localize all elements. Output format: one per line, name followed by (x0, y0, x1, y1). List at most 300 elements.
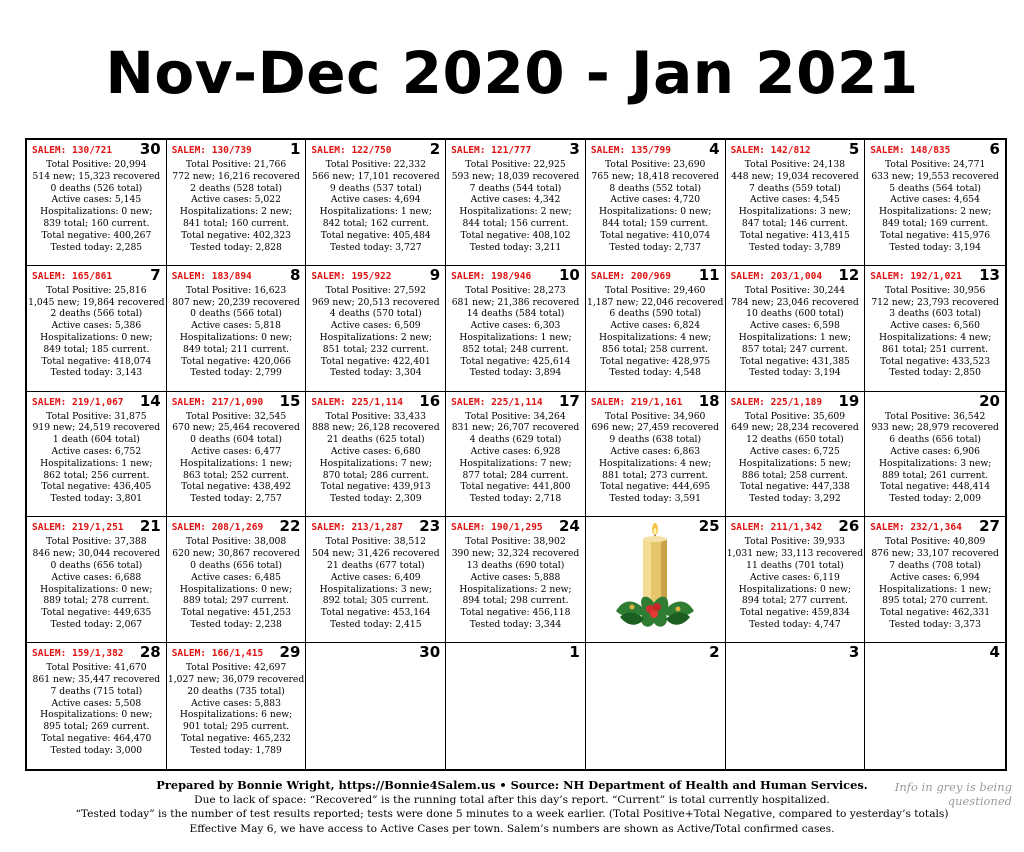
stat-line: 851 total; 232 current. (322, 343, 429, 355)
stat-line: Tested today: 3,789 (749, 241, 841, 253)
stat-line: Active cases: 4,342 (470, 194, 561, 206)
stat-line: 861 new; 35,447 recovered (32, 673, 161, 685)
stat-line: Tested today: 2,067 (50, 618, 143, 630)
salem-cases: SALEM: 225/1,114 (311, 396, 403, 408)
day-number: 3 (848, 643, 860, 662)
stat-line: Active cases: 6,906 (890, 445, 981, 457)
stat-line: 9 deaths (537 total) (329, 182, 422, 194)
stat-line: Tested today: 2,285 (50, 241, 143, 253)
stat-line: 4 deaths (629 total) (469, 434, 562, 446)
stat-line: Total negative: 405,484 (320, 229, 431, 241)
stat-line: Tested today: 2,415 (329, 618, 422, 630)
stat-line: Total Positive: 31,875 (46, 410, 147, 422)
stat-line: 881 total; 273 current. (602, 469, 709, 481)
day-cell (446, 392, 586, 518)
day-cell (586, 140, 726, 266)
stat-line: 11 deaths (701 total) (746, 559, 844, 571)
stat-line: Total Positive: 34,264 (465, 410, 566, 422)
stat-line: Total negative: 431,385 (739, 355, 850, 367)
stat-line: Total Positive: 29,460 (605, 284, 706, 296)
day-number: 17 (558, 391, 580, 410)
day-cell (865, 266, 1005, 392)
stat-line: Tested today: 3,591 (609, 493, 701, 505)
stat-line: Total Positive: 39,933 (744, 536, 846, 548)
stat-line: Total negative: 464,470 (41, 732, 152, 744)
day-number: 13 (979, 265, 1000, 284)
stat-line: 876 new; 33,107 recovered (871, 548, 999, 560)
stat-line: Hospitalizations: 7 new; (459, 457, 572, 469)
stat-line: 4 deaths (570 total) (329, 308, 422, 320)
day-cell (726, 392, 866, 518)
stat-line: Total negative: 410,074 (600, 229, 711, 241)
stat-line: Active cases: 5,883 (191, 697, 281, 709)
day-number: 29 (279, 643, 301, 662)
state-stats (27, 159, 166, 253)
state-stats (27, 285, 166, 379)
day-number: 30 (139, 140, 161, 158)
day-cell (27, 140, 167, 266)
state-stats (167, 159, 306, 253)
stat-line: 696 new; 27,459 recovered (591, 422, 719, 434)
day-cell (446, 517, 586, 643)
salem-cases: SALEM: 219/1,251 (32, 522, 124, 534)
salem-cases: SALEM: 148/835 (870, 145, 951, 156)
stat-line: Hospitalizations: 4 new; (878, 331, 992, 343)
stat-line: Active cases: 5,386 (51, 320, 142, 332)
stat-line: 861 total; 251 current. (882, 343, 989, 355)
stat-line: Active cases: 6,994 (890, 571, 981, 583)
stat-line: 3 deaths (603 total) (889, 308, 982, 320)
stat-line: Tested today: 3,344 (469, 618, 562, 630)
stat-line: Total Positive: 40,809 (884, 536, 986, 548)
salem-cases: SALEM: 225/1,189 (730, 396, 823, 408)
stat-line: 1,027 new; 36,079 recovered (167, 673, 305, 685)
stat-line: Total Positive: 33,433 (325, 410, 426, 422)
stat-line: Total negative: 462,331 (880, 607, 991, 619)
day-cell (865, 517, 1005, 643)
stat-line: 6 deaths (656 total) (889, 434, 982, 446)
day-cell (27, 392, 167, 518)
stat-line: 892 total; 305 current. (322, 595, 429, 607)
stat-line: Hospitalizations: 1 new; (40, 457, 153, 469)
stat-line: Active cases: 6,477 (191, 445, 281, 457)
stat-line: Total Positive: 37,388 (46, 536, 147, 548)
salem-cases: SALEM: 183/894 (171, 270, 252, 282)
day-cell (726, 266, 866, 392)
stat-line: Total negative: 425,614 (460, 355, 571, 367)
state-stats (306, 159, 445, 253)
salem-cases: SALEM: 165/861 (32, 270, 113, 282)
state-stats (726, 536, 865, 630)
stat-line: 889 total; 261 current. (882, 469, 989, 481)
day-number: 28 (139, 643, 161, 662)
footer-note-tested: “Tested today” is the number of test results reported; tests were done 5 minutes to a week earlier. (Total Positive+Total Negative, compared to yesterday’s totals) (75, 808, 949, 820)
stat-line: Total Positive: 24,771 (884, 159, 986, 170)
stat-line: Tested today: 3,894 (469, 367, 562, 379)
salem-cases: SALEM: 142/812 (730, 145, 811, 156)
stat-line: 849 total; 185 current. (43, 343, 150, 355)
state-stats (446, 411, 585, 505)
salem-cases: SALEM: 211/1,342 (730, 522, 823, 534)
salem-cases: SALEM: 219/1,161 (590, 396, 683, 408)
stat-line: 0 deaths (604 total) (190, 434, 282, 446)
state-stats (27, 411, 166, 505)
stat-line: Tested today: 3,292 (749, 493, 841, 505)
day-number: 2 (709, 643, 720, 662)
day-number: 6 (989, 140, 1000, 158)
day-cell (865, 643, 1005, 769)
stat-line: Active cases: 5,888 (470, 571, 561, 583)
stat-line: Tested today: 3,211 (469, 241, 562, 253)
stat-line: Active cases: 6,680 (330, 445, 421, 457)
stat-line: 844 total; 156 current. (462, 217, 569, 229)
stat-line: Active cases: 6,863 (610, 445, 701, 457)
stat-line: Tested today: 3,304 (329, 367, 422, 379)
stat-line: Total negative: 400,267 (41, 229, 152, 241)
salem-cases: SALEM: 192/1,021 (870, 270, 962, 282)
stat-line: Tested today: 3,000 (50, 744, 143, 756)
stat-line: 841 total; 160 current. (183, 217, 290, 229)
stat-line: 633 new; 19,553 recovered (871, 170, 999, 182)
salem-cases: SALEM: 159/1,382 (32, 648, 124, 660)
stat-line: 681 new; 21,386 recovered (451, 296, 580, 308)
stat-line: Hospitalizations: 3 new; (319, 583, 432, 595)
stat-line: Tested today: 2,850 (889, 367, 981, 379)
salem-cases: SALEM: 217/1,090 (171, 396, 264, 408)
stat-line: Total Positive: 24,138 (744, 159, 846, 170)
stat-line: Total Positive: 22,925 (465, 159, 566, 170)
stat-line: Active cases: 4,694 (330, 194, 421, 206)
stat-line: Tested today: 4,548 (609, 367, 701, 379)
stat-line: 849 total; 211 current. (183, 343, 290, 355)
day-number: 18 (698, 391, 720, 410)
stat-line: Total Positive: 35,609 (744, 410, 846, 422)
day-cell (167, 140, 307, 266)
salem-cases: SALEM: 225/1,114 (451, 396, 543, 408)
stat-line: Active cases: 4,545 (750, 194, 840, 206)
stat-line: Active cases: 6,824 (610, 320, 701, 332)
stat-line: 6 deaths (590 total) (609, 308, 702, 320)
day-number: 7 (150, 265, 161, 284)
stat-line: Total Positive: 25,816 (46, 284, 147, 296)
stat-line: Total negative: 453,164 (320, 607, 431, 619)
stat-line: 894 total; 298 current. (462, 595, 569, 607)
day-cell (446, 140, 586, 266)
day-cell (586, 266, 726, 392)
stat-line: 807 new; 20,239 recovered (172, 296, 300, 308)
stat-line: Total negative: 438,492 (181, 481, 292, 493)
stat-line: 21 deaths (677 total) (326, 559, 425, 571)
stat-line: Tested today: 2,799 (190, 367, 282, 379)
stat-line: Tested today: 1,789 (190, 744, 282, 756)
stat-line: 390 new; 32,324 recovered (451, 548, 580, 560)
stat-line: Total negative: 444,695 (600, 481, 711, 493)
stat-line: Total Positive: 28,273 (465, 284, 566, 296)
stat-line: Hospitalizations: 2 new; (459, 206, 572, 218)
day-number: 27 (979, 517, 1000, 536)
stat-line: Hospitalizations: 3 new; (738, 206, 852, 218)
footer-notes (0, 778, 1024, 836)
day-number: 11 (698, 265, 720, 284)
stat-line: Tested today: 2,309 (329, 493, 422, 505)
stat-line: 863 total; 252 current. (183, 469, 290, 481)
stat-line: Total Positive: 20,994 (46, 159, 147, 170)
stat-line: 7 deaths (544 total) (469, 182, 562, 194)
state-stats (446, 159, 585, 253)
stat-line: 620 new; 30,867 recovered (172, 548, 300, 560)
state-stats (586, 285, 725, 379)
stat-line: Active cases: 6,598 (750, 320, 840, 332)
day-number: 16 (419, 391, 441, 410)
salem-cases: SALEM: 213/1,287 (311, 522, 403, 534)
stat-line: 7 deaths (559 total) (749, 182, 841, 194)
day-number: 8 (289, 265, 301, 284)
footer-note-recovered: Due to lack of space: “Recovered” is the running total after this day’s report. “Current” is total currently hospitalized. (194, 793, 830, 806)
stat-line: Total negative: 415,976 (880, 229, 991, 241)
state-stats (586, 159, 725, 253)
day-cell (306, 140, 446, 266)
day-number: 19 (838, 391, 860, 410)
day-number: 20 (979, 391, 1000, 410)
stat-line: 888 new; 26,128 recovered (311, 422, 440, 434)
stat-line: 895 total; 269 current. (43, 721, 150, 733)
day-number: 2 (429, 140, 441, 158)
day-cell (586, 643, 726, 769)
salem-cases: SALEM: 198/946 (451, 270, 532, 282)
day-cell (306, 517, 446, 643)
salem-cases: SALEM: 130/739 (171, 145, 252, 156)
stat-line: Tested today: 2,757 (190, 493, 282, 505)
stat-line: Hospitalizations: 1 new; (878, 583, 992, 595)
stat-line: 1,045 new; 19,864 recovered (28, 296, 165, 308)
candle-holly-image (610, 523, 700, 638)
stat-line: Active cases: 5,145 (51, 194, 142, 206)
stat-line: Total Positive: 30,956 (884, 284, 986, 296)
salem-cases: SALEM: 208/1,269 (171, 522, 264, 534)
day-number: 14 (139, 391, 161, 410)
stat-line: 670 new; 25,464 recovered (172, 422, 300, 434)
stat-line: Tested today: 3,801 (50, 493, 143, 505)
stat-line: Total negative: 428,975 (600, 355, 711, 367)
day-cell (446, 643, 586, 769)
stat-line: Active cases: 6,509 (330, 320, 421, 332)
stat-line: 7 deaths (715 total) (50, 685, 143, 697)
state-stats (27, 662, 166, 756)
stat-line: Hospitalizations: 2 new; (878, 206, 992, 218)
stat-line: Active cases: 6,725 (750, 445, 840, 457)
day-number: 1 (289, 140, 301, 158)
stat-line: 857 total; 247 current. (741, 343, 848, 355)
stat-line: Active cases: 6,409 (330, 571, 421, 583)
stat-line: Active cases: 6,688 (51, 571, 142, 583)
stat-line: Tested today: 2,828 (190, 241, 282, 253)
stat-line: 0 deaths (566 total) (190, 308, 282, 320)
stat-line: 9 deaths (638 total) (609, 434, 702, 446)
stat-line: Total Positive: 21,766 (185, 159, 287, 170)
stat-line: Hospitalizations: 0 new; (738, 583, 852, 595)
salem-cases: SALEM: 166/1,415 (171, 648, 264, 660)
stat-line: Active cases: 5,508 (51, 697, 142, 709)
day-cell (586, 392, 726, 518)
stat-line: 889 total; 278 current. (43, 595, 150, 607)
state-stats (865, 285, 1005, 379)
stat-line: Active cases: 6,119 (750, 571, 840, 583)
stat-line: 877 total; 284 current. (462, 469, 569, 481)
state-stats (726, 411, 865, 505)
state-stats (167, 662, 306, 756)
salem-cases: SALEM: 122/750 (311, 145, 392, 156)
day-cell (586, 517, 726, 643)
stat-line: Active cases: 6,928 (470, 445, 561, 457)
day-number: 23 (419, 517, 441, 536)
stat-line: Total Positive: 23,690 (605, 159, 706, 170)
day-cell (865, 392, 1005, 518)
stat-line: Hospitalizations: 1 new; (738, 331, 852, 343)
stat-line: Hospitalizations: 1 new; (459, 331, 572, 343)
day-cell (167, 643, 307, 769)
day-cell (726, 643, 866, 769)
stat-line: Total negative: 408,102 (460, 229, 571, 241)
stat-line: 839 total; 160 current. (43, 217, 150, 229)
stat-line: Total Positive: 38,902 (465, 536, 566, 548)
stat-line: 8 deaths (552 total) (609, 182, 702, 194)
day-number: 10 (558, 265, 580, 284)
stat-line: Tested today: 2,737 (609, 241, 701, 253)
stat-line: 21 deaths (625 total) (326, 434, 425, 446)
day-number: 22 (279, 517, 301, 536)
grey-info-note: Info in grey is being questioned (894, 780, 1012, 808)
stat-line: Total Positive: 32,545 (185, 410, 287, 422)
day-cell (865, 140, 1005, 266)
stat-line: Total negative: 402,323 (181, 229, 292, 241)
stat-line: 504 new; 31,426 recovered (311, 548, 440, 560)
day-cell (167, 517, 307, 643)
day-number: 4 (709, 140, 720, 158)
stat-line: Total negative: 449,635 (41, 607, 152, 619)
day-cell (27, 266, 167, 392)
stat-line: 7 deaths (708 total) (889, 559, 982, 571)
stat-line: Active cases: 4,720 (610, 194, 701, 206)
stat-line: Active cases: 5,022 (191, 194, 281, 206)
stat-line: Tested today: 2,718 (469, 493, 562, 505)
stat-line: Total negative: 459,834 (739, 607, 850, 619)
stat-line: 862 total; 256 current. (43, 469, 150, 481)
salem-cases: SALEM: 232/1,364 (870, 522, 962, 534)
stat-line: 5 deaths (564 total) (889, 182, 982, 194)
stat-line: 870 total; 286 current. (322, 469, 429, 481)
day-cell (27, 643, 167, 769)
stat-line: 856 total; 258 current. (602, 343, 709, 355)
day-cell (27, 517, 167, 643)
stat-line: Total negative: 448,414 (880, 481, 991, 493)
stat-line: 13 deaths (690 total) (466, 559, 565, 571)
stat-line: 901 total; 295 current. (183, 721, 290, 733)
stat-line: Total negative: 456,118 (460, 607, 571, 619)
stat-line: 2 deaths (528 total) (190, 182, 282, 194)
stat-line: 847 total; 146 current. (741, 217, 848, 229)
stat-line: 831 new; 26,707 recovered (451, 422, 580, 434)
stat-line: Active cases: 6,303 (470, 320, 561, 332)
stat-line: Total negative: 420,066 (181, 355, 292, 367)
stat-line: Total negative: 433,523 (880, 355, 991, 367)
day-cell (167, 392, 307, 518)
day-cell (306, 643, 446, 769)
salem-cases: SALEM: 130/721 (32, 145, 113, 156)
stat-line: Hospitalizations: 4 new; (599, 331, 712, 343)
stat-line: Total Positive: 30,244 (744, 284, 846, 296)
day-number: 24 (558, 517, 580, 536)
day-cell (726, 140, 866, 266)
stat-line: Tested today: 3,727 (329, 241, 422, 253)
stat-line: Total Positive: 38,008 (185, 536, 287, 548)
state-stats (446, 536, 585, 630)
stat-line: Total negative: 436,405 (41, 481, 152, 493)
day-number: 3 (569, 140, 580, 158)
stat-line: 895 total; 270 current. (882, 595, 989, 607)
stat-line: Total Positive: 41,670 (46, 662, 147, 674)
state-stats (865, 159, 1005, 253)
calendar-grid (25, 138, 1007, 771)
state-stats (726, 285, 865, 379)
state-stats (865, 536, 1005, 630)
stat-line: 894 total; 277 current. (741, 595, 848, 607)
stat-line: 846 new; 30,044 recovered (32, 548, 161, 560)
footer-credit: Prepared by Bonnie Wright, https://Bonnie4Salem.us • Source: NH Department of Health and Human Services. (156, 778, 868, 792)
day-cell (306, 266, 446, 392)
stat-line: 514 new; 15,323 recovered (32, 170, 161, 182)
day-number: 5 (848, 140, 860, 158)
stat-line: Hospitalizations: 0 new; (599, 206, 712, 218)
day-number: 1 (569, 643, 580, 662)
stat-line: Tested today: 3,194 (749, 367, 841, 379)
state-stats (27, 536, 166, 630)
stat-line: 765 new; 18,418 recovered (591, 170, 719, 182)
day-number: 21 (139, 517, 161, 536)
stat-line: Active cases: 5,818 (191, 320, 281, 332)
stat-line: 919 new; 24,519 recovered (32, 422, 161, 434)
footer-note-active: Effective May 6, we have access to Active Cases per town. Salem’s numbers are shown as Active/Total confirmed cases. (189, 822, 835, 835)
stat-line: Hospitalizations: 0 new; (40, 709, 153, 721)
stat-line: Total negative: 465,232 (181, 732, 292, 744)
stat-line: Hospitalizations: 6 new; (179, 709, 293, 721)
day-cell (446, 266, 586, 392)
stat-line: Hospitalizations: 0 new; (40, 331, 153, 343)
stat-line: Hospitalizations: 7 new; (319, 457, 432, 469)
stat-line: 844 total; 159 current. (602, 217, 709, 229)
stat-line: 649 new; 28,234 recovered (731, 422, 859, 434)
stat-line: Hospitalizations: 0 new; (40, 206, 153, 218)
salem-cases: SALEM: 121/777 (451, 145, 532, 156)
state-stats (865, 411, 1005, 505)
page-title: Nov-Dec 2020 - Jan 2021 (105, 39, 919, 107)
stat-line: 448 new; 19,034 recovered (731, 170, 859, 182)
stat-line: Tested today: 3,143 (50, 367, 143, 379)
stat-line: Total Positive: 36,542 (884, 410, 986, 422)
stat-line: Hospitalizations: 4 new; (599, 457, 712, 469)
stat-line: 849 total; 169 current. (882, 217, 989, 229)
day-number: 12 (838, 265, 860, 284)
day-number: 4 (989, 643, 1000, 662)
stat-line: Total Positive: 34,960 (605, 410, 706, 422)
stat-line: 772 new; 16,216 recovered (172, 170, 300, 182)
stat-line: Total negative: 422,401 (320, 355, 431, 367)
day-number: 15 (279, 391, 301, 410)
stat-line: 0 deaths (656 total) (190, 559, 282, 571)
stat-line: Hospitalizations: 0 new; (179, 331, 293, 343)
stat-line: 593 new; 18,039 recovered (451, 170, 580, 182)
day-number: 26 (838, 517, 860, 536)
stat-line: Hospitalizations: 1 new; (319, 206, 432, 218)
